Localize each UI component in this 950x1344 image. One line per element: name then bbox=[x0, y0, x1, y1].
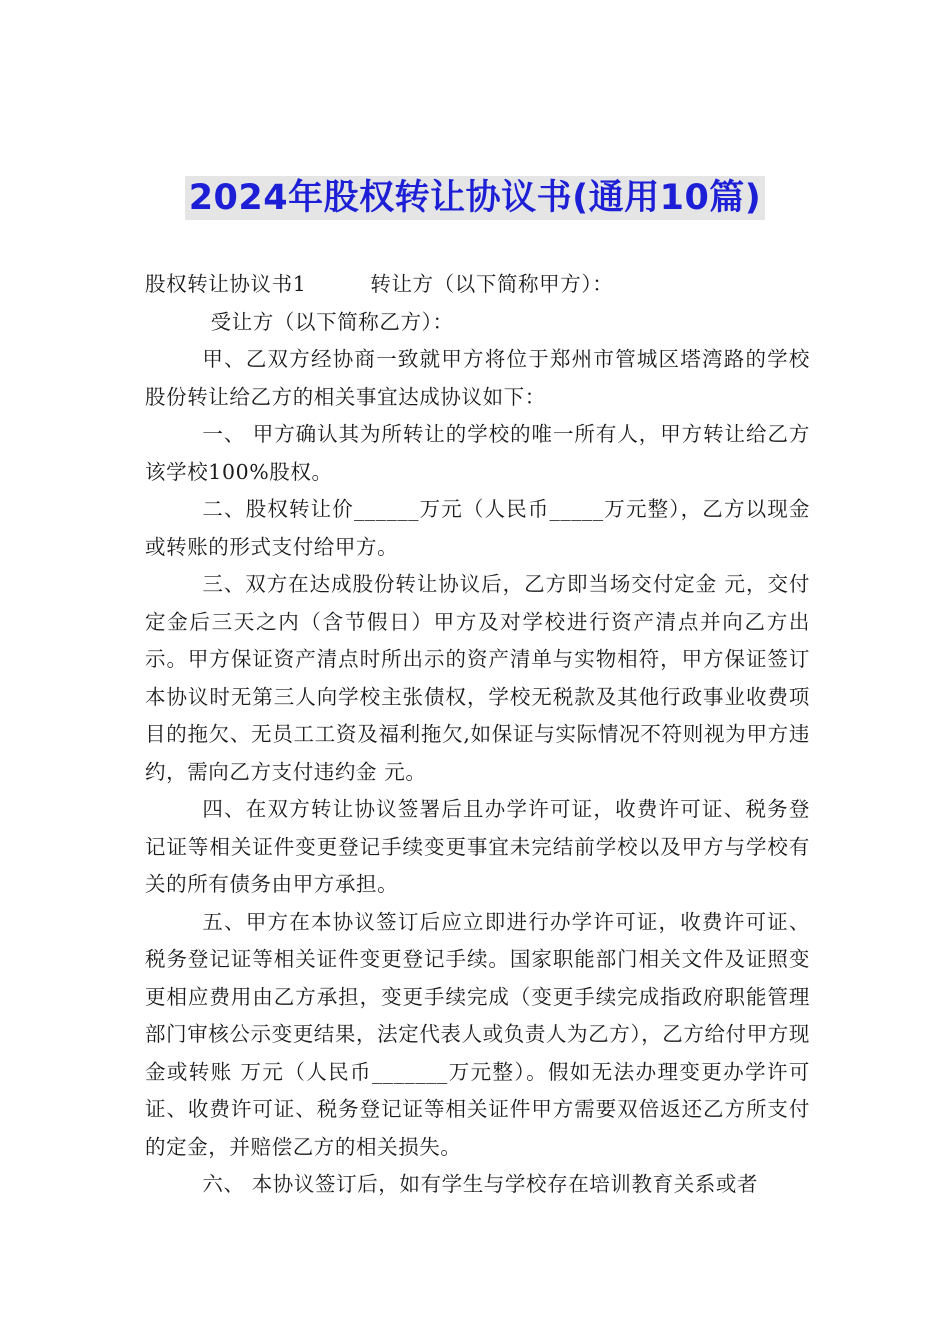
paragraph-intro: 甲、乙双方经协商一致就甲方将位于郑州市管城区塔湾路的学校股份转让给乙方的相关事宜达成协议如下： bbox=[145, 347, 810, 409]
transferee-line: 受让方（以下简称乙方）： bbox=[210, 309, 454, 334]
paragraph-clause-3: 三、双方在达成股份转让协议后，乙方即当场交付定金 元，交付定金后三天之内（含节假日）甲方及对学校进行资产清点并向乙方出示。甲方保证资产清点时所出示的资产清单与实物相符，甲方保证签订本协议时无第三人向学校主张债权，学校无税款及其他行政事业收费项目的拖欠、无员工工资及福利拖欠,如保证与实际情况不符则视为甲方违约，需向乙方支付违约金 元。 bbox=[145, 572, 810, 784]
paragraph-clause-6: 六、 本协议签订后，如有学生与学校存在培训教育关系或者 bbox=[202, 1172, 759, 1196]
header-line bbox=[145, 266, 810, 304]
paragraph-clause-2: 二、股权转让价______万元（人民币_____万元整），乙方以现金或转账的形式支付给甲方。 bbox=[145, 497, 810, 559]
paragraph-clause-4: 四、在双方转让协议签署后且办学许可证，收费许可证、税务登记证等相关证件变更登记手续变更事宜未完结前学校以及甲方与学校有关的所有债务由甲方承担。 bbox=[145, 797, 810, 896]
document-body bbox=[145, 266, 810, 1204]
document-title: 2024年股权转让协议书(通用10篇) bbox=[185, 176, 766, 220]
transferor-label: 转让方（以下简称甲方）： bbox=[370, 272, 614, 296]
paragraph-clause-1: 一、 甲方确认其为所转让的学校的唯一所有人，甲方转让给乙方该学校100%股权。 bbox=[145, 422, 810, 484]
title-container bbox=[0, 176, 950, 220]
paragraph-clause-5: 五、甲方在本协议签订后应立即进行办学许可证，收费许可证、税务登记证等相关证件变更登记手续。国家职能部门相关文件及证照变更相应费用由乙方承担，变更手续完成（变更手续完成指政府职能管理部门审核公示变更结果，法定代表人或负责人为乙方），乙方给付甲方现金或转账 万元（人民币_______万元整）。假如无法办理变更办学许可证、收费许可证、税务登记证等相关证件甲方需要双倍返还乙方所支付的定金，并赔偿乙方的相关损失。 bbox=[145, 909, 810, 1159]
section-heading: 股权转让协议书1 bbox=[145, 272, 307, 296]
